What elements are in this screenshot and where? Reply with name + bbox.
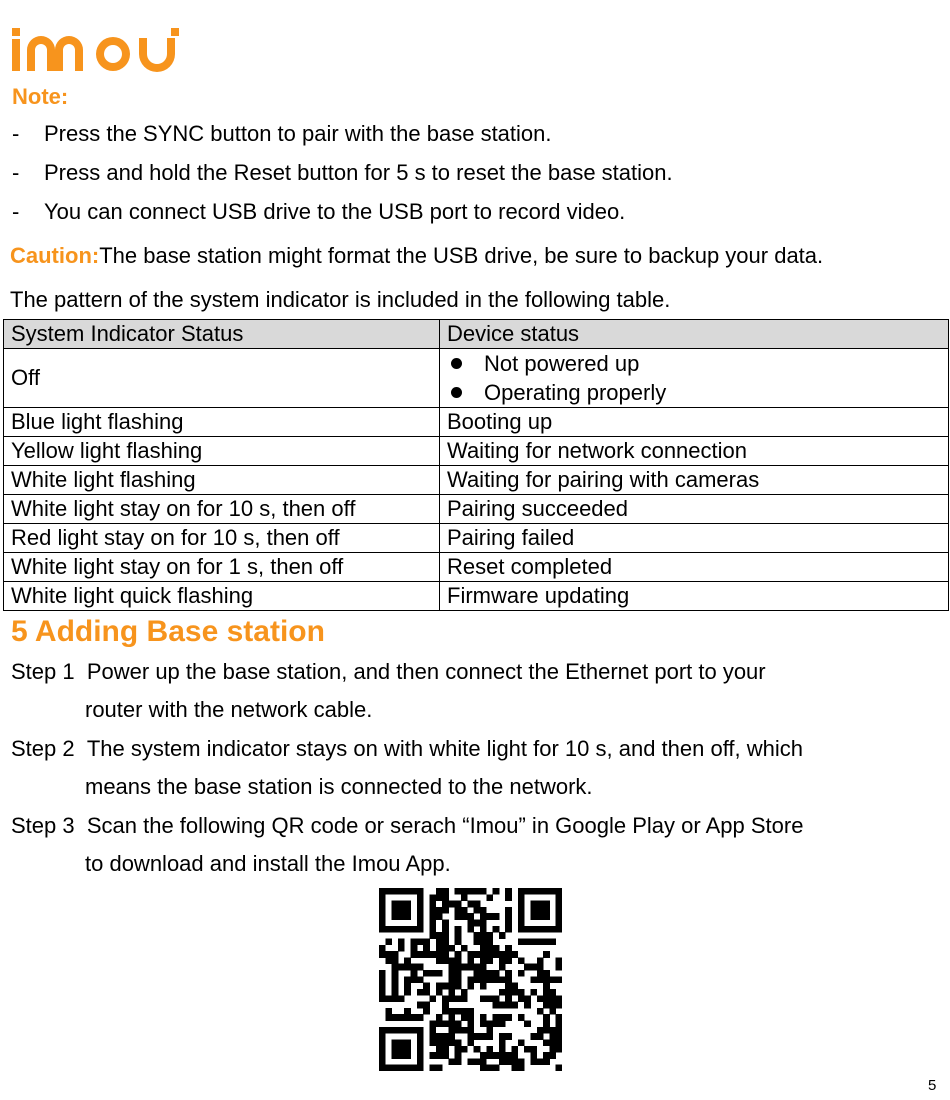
device-status-cell: Pairing failed xyxy=(440,524,949,553)
device-status-cell: Waiting for pairing with cameras xyxy=(440,466,949,495)
bullet-marker: - xyxy=(12,199,20,224)
note-item xyxy=(12,199,625,225)
bullet-marker: - xyxy=(12,121,20,146)
indicator-cell: Off xyxy=(4,349,440,408)
note-item xyxy=(12,121,552,147)
device-status-cell: Waiting for network connection xyxy=(440,437,949,466)
imou-logo xyxy=(12,24,208,79)
bullet-dot-icon xyxy=(451,358,462,369)
step-text-continued: means the base station is connected to the network. xyxy=(85,774,593,799)
table-row xyxy=(4,553,949,582)
step-text: Power up the base station, and then connect the Ethernet port to your xyxy=(86,659,766,684)
indicator-cell: Yellow light flashing xyxy=(4,437,440,466)
device-status-cell: Firmware updating xyxy=(440,582,949,611)
column-header-indicator: System Indicator Status xyxy=(4,320,440,349)
column-header-device-status: Device status xyxy=(440,320,949,349)
caution-paragraph xyxy=(10,243,823,269)
indicator-cell: Red light stay on for 10 s, then off xyxy=(4,524,440,553)
caution-label: Caution: xyxy=(10,243,100,268)
step-label: Step 2 xyxy=(11,736,75,761)
list-item xyxy=(447,378,948,407)
bullet-dot-icon xyxy=(451,387,462,398)
device-status-text: Not powered up xyxy=(484,351,640,376)
page-number: 5 xyxy=(928,1077,937,1094)
note-item-text: You can connect USB drive to the USB port to record video. xyxy=(44,199,626,224)
table-header-row xyxy=(4,320,949,349)
table-row xyxy=(4,437,949,466)
step-1 xyxy=(11,653,941,729)
device-status-cell xyxy=(440,349,949,408)
table-intro: The pattern of the system indicator is included in the following table. xyxy=(10,287,671,312)
qr-code-icon xyxy=(379,888,562,1071)
list-item xyxy=(447,349,948,378)
device-status-text: Operating properly xyxy=(484,380,667,405)
step-3 xyxy=(11,807,941,883)
indicator-cell: White light flashing xyxy=(4,466,440,495)
indicator-cell: White light quick flashing xyxy=(4,582,440,611)
step-label: Step 1 xyxy=(11,659,75,684)
device-status-cell: Reset completed xyxy=(440,553,949,582)
device-status-cell: Pairing succeeded xyxy=(440,495,949,524)
table-row xyxy=(4,408,949,437)
table-row xyxy=(4,349,949,408)
table-row xyxy=(4,582,949,611)
step-text-continued: to download and install the Imou App. xyxy=(85,851,451,876)
indicator-cell: White light stay on for 1 s, then off xyxy=(4,553,440,582)
step-label: Step 3 xyxy=(11,813,75,838)
table-row xyxy=(4,524,949,553)
step-text: The system indicator stays on with white light for 10 s, and then off, which xyxy=(86,736,804,761)
step-text-continued: router with the network cable. xyxy=(85,697,373,722)
table-row xyxy=(4,466,949,495)
bullet-marker: - xyxy=(12,160,20,185)
indicator-cell: Blue light flashing xyxy=(4,408,440,437)
indicator-cell: White light stay on for 10 s, then off xyxy=(4,495,440,524)
section-heading: 5 Adding Base station xyxy=(11,615,325,648)
indicator-status-table xyxy=(3,319,949,611)
step-text: Scan the following QR code or serach “Imou” in Google Play or App Store xyxy=(86,813,804,838)
caution-text: The base station might format the USB drive, be sure to backup your data. xyxy=(99,243,824,268)
table-row xyxy=(4,495,949,524)
note-item-text: Press the SYNC button to pair with the base station. xyxy=(44,121,552,146)
note-item-text: Press and hold the Reset button for 5 s to reset the base station. xyxy=(44,160,673,185)
step-2 xyxy=(11,730,941,806)
note-item xyxy=(12,160,673,186)
note-title: Note: xyxy=(12,84,69,109)
device-status-cell: Booting up xyxy=(440,408,949,437)
